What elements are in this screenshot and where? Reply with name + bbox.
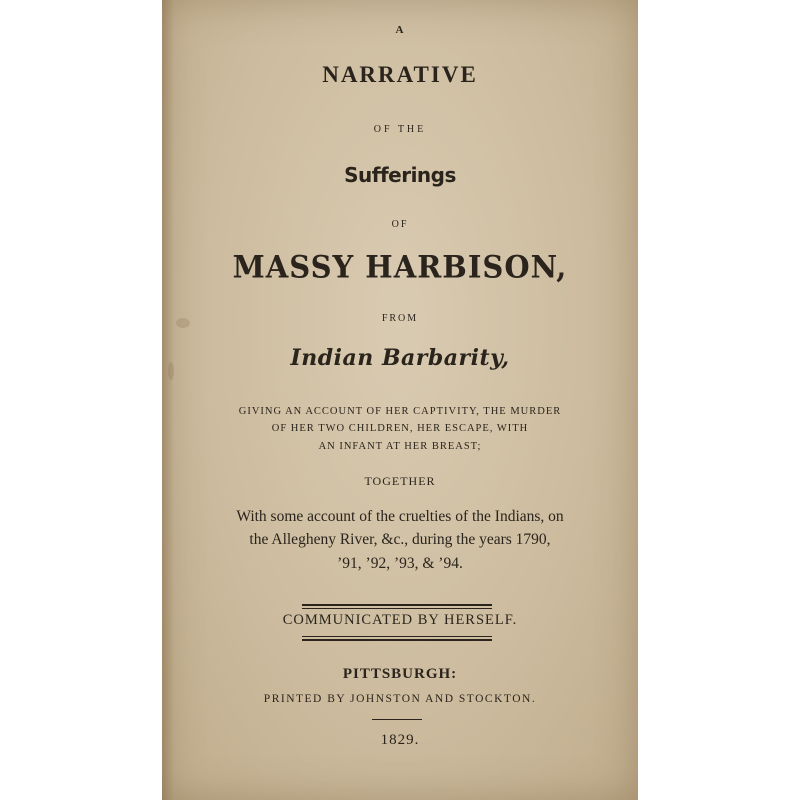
article-word: A <box>395 24 405 36</box>
together-connector: TOGETHER <box>364 474 436 488</box>
cruelties-line: With some account of the cruelties of the Indians, on <box>236 508 564 525</box>
narrative-heading: NARRATIVE <box>322 62 478 87</box>
double-rule-top <box>302 608 492 609</box>
communicated-by-line: COMMUNICATED BY HERSELF. <box>282 612 518 628</box>
cruelties-line: the Allegheny River, &c., during the years 1790, <box>249 531 551 548</box>
account-line: OF HER TWO CHILDREN, HER ESCAPE, WITH <box>271 423 529 434</box>
cruelties-line: ’91, ’92, ’93, & ’94. <box>337 555 463 572</box>
double-rule-bottom <box>302 636 492 637</box>
of-the-connector: OF THE <box>373 124 427 135</box>
sufferings-heading: Sufferings <box>344 163 456 187</box>
indian-barbarity-heading: Indian Barbarity, <box>290 345 510 371</box>
imprint-place: PITTSBURGH: <box>342 666 458 682</box>
account-line: GIVING AN ACCOUNT OF HER CAPTIVITY, THE MURDER <box>238 406 562 417</box>
double-rule-top <box>302 604 492 606</box>
account-line: AN INFANT AT HER BREAST; <box>318 441 482 452</box>
subject-name: MASSY HARBISON, <box>232 249 568 285</box>
from-connector: FROM <box>381 313 419 324</box>
imprint-printer: PRINTED BY JOHNSTON AND STOCKTON. <box>263 693 537 705</box>
short-rule <box>372 719 422 720</box>
imprint-year: 1829. <box>380 732 420 748</box>
title-page <box>162 0 638 800</box>
of-connector: OF <box>391 219 409 230</box>
double-rule-bottom <box>302 639 492 641</box>
